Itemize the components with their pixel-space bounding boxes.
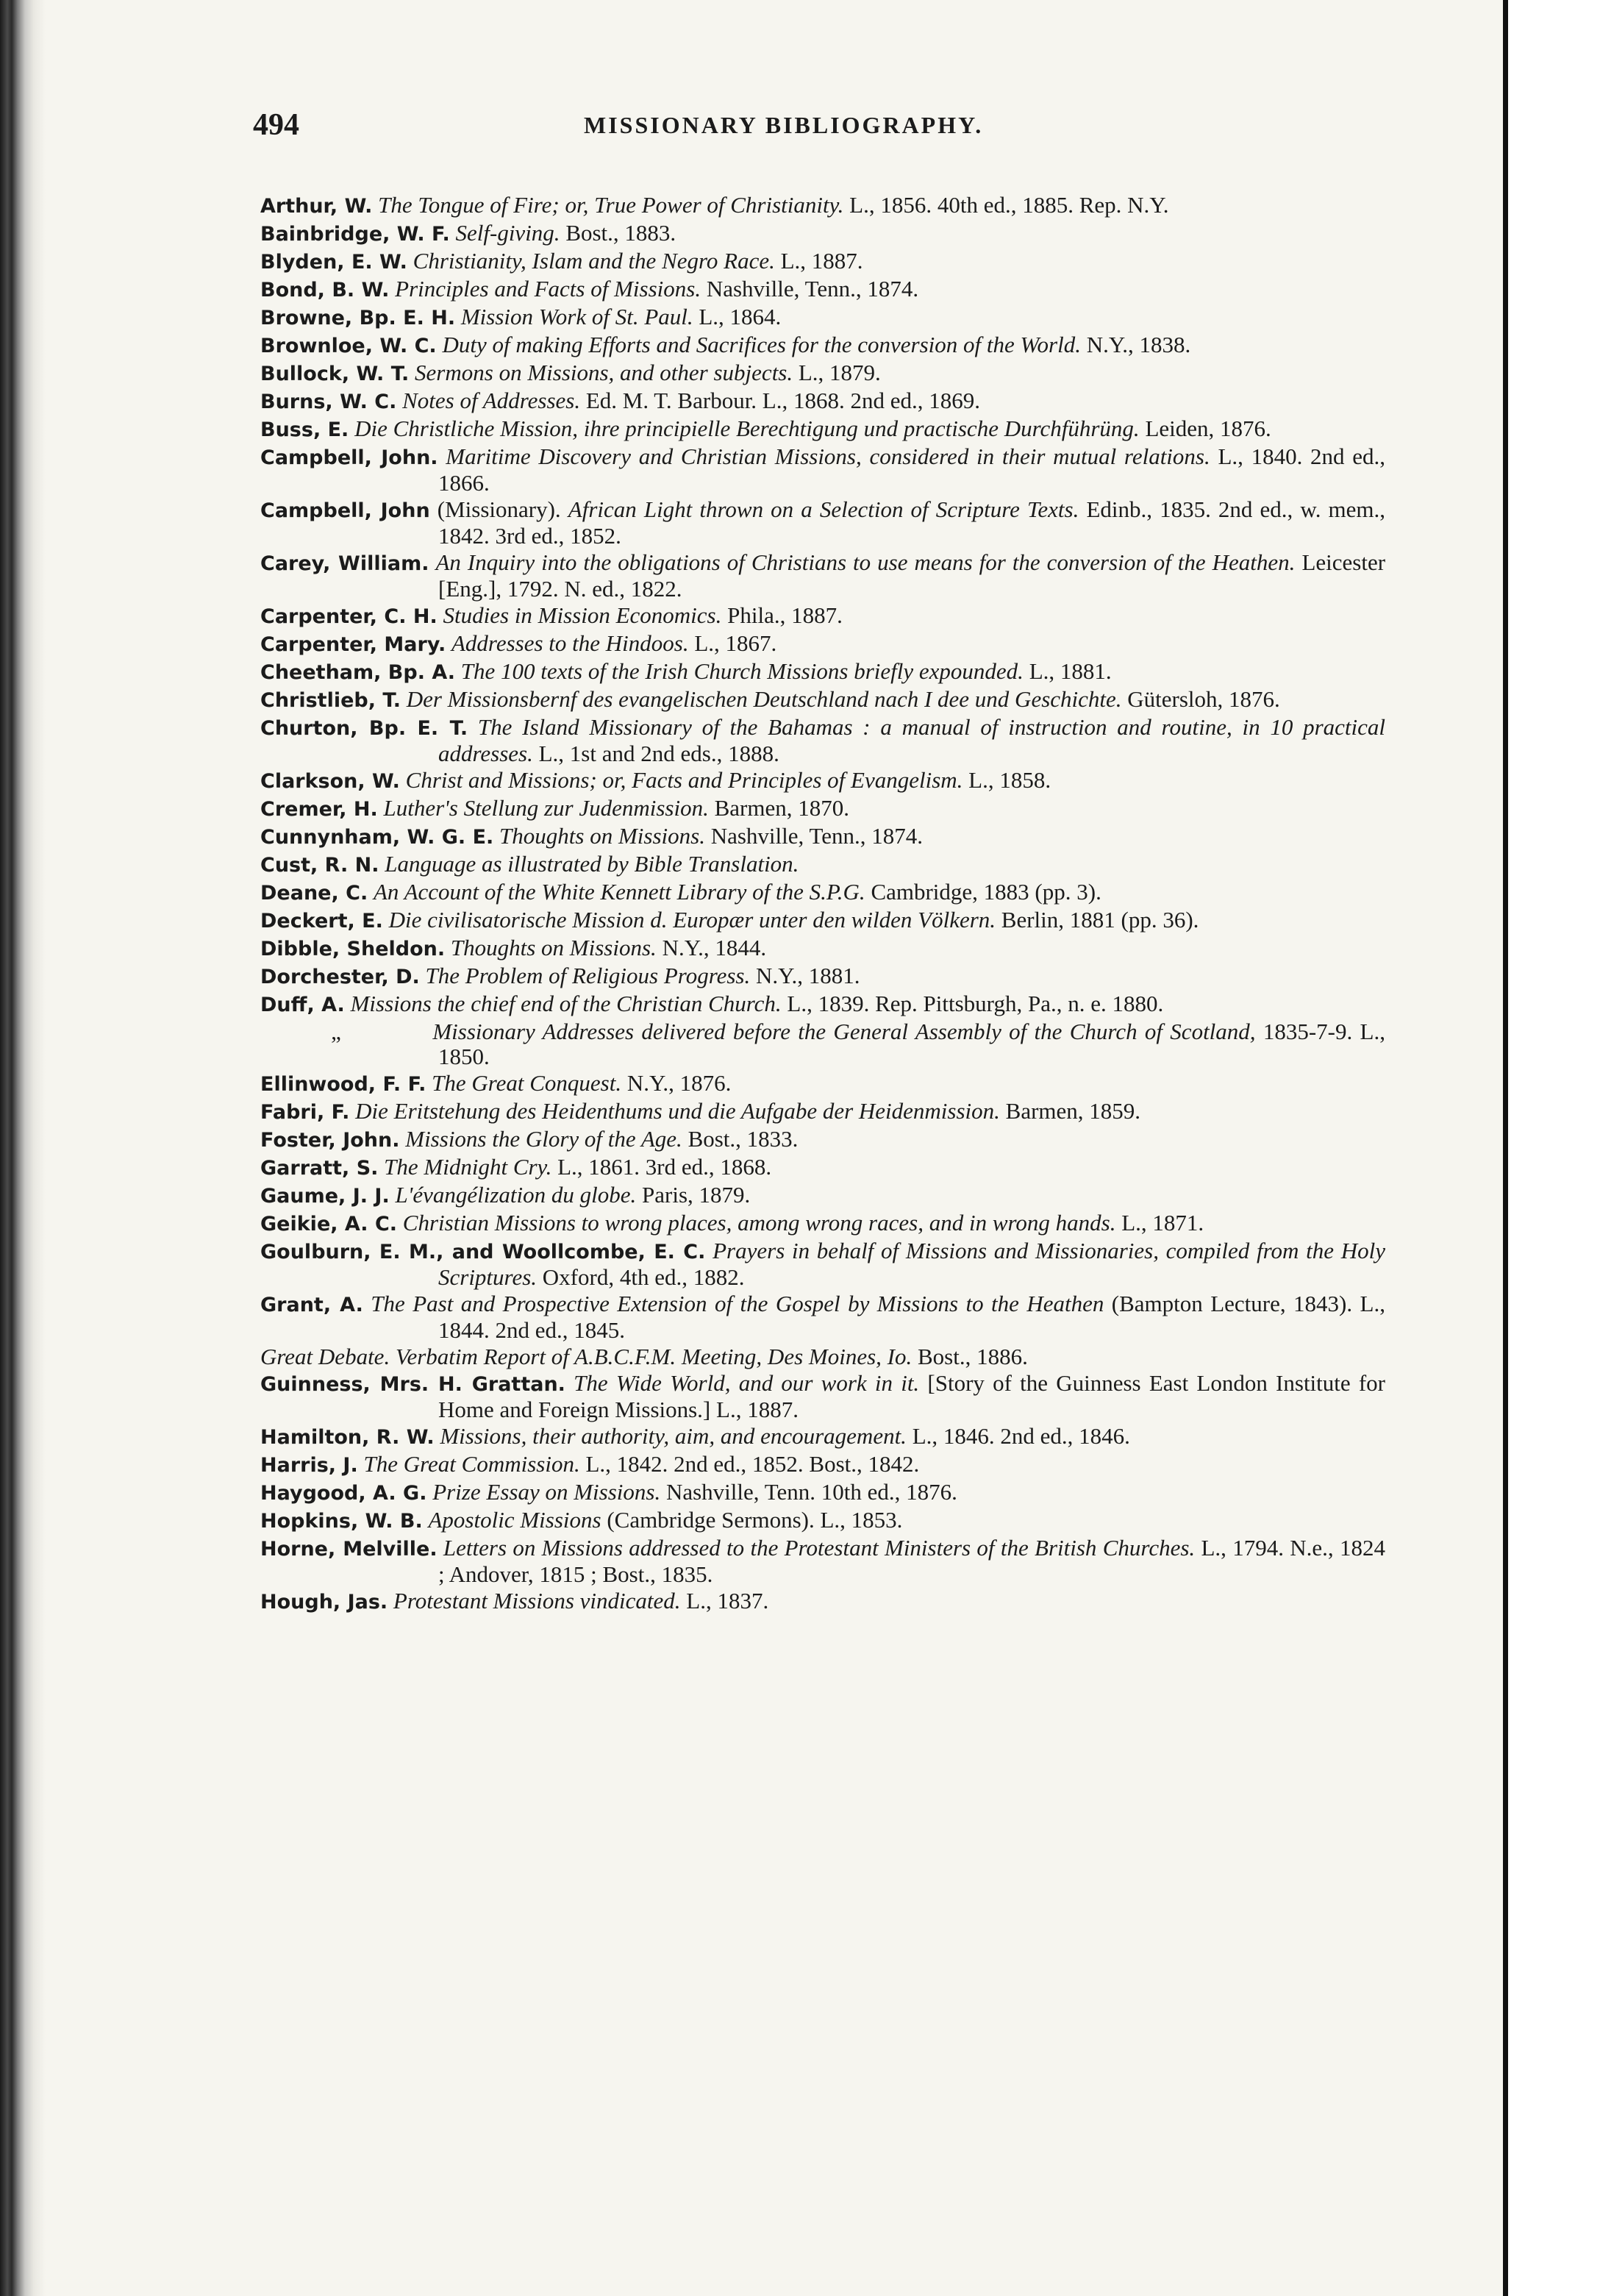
entry-author: Cunnynham, W. G. E.: [260, 826, 494, 849]
bibliography-entry: [260, 1183, 1385, 1209]
bibliography-entry: [260, 221, 1385, 247]
entry-author: Horne, Melville.: [260, 1538, 438, 1561]
entry-author: Cust, R. N.: [260, 854, 379, 877]
entry-details: L., 1871.: [1121, 1210, 1204, 1236]
entry-details: Gütersloh, 1876.: [1127, 686, 1280, 712]
bibliography-entry: [260, 715, 1385, 766]
entry-details: [Story of the Guinness East London Institute for Home and Foreign Missions.] L., 1887.: [438, 1370, 1386, 1422]
running-head: MISSIONARY BIBLIOGRAPHY.: [584, 112, 984, 138]
entry-details: Ed. M. T. Barbour. L., 1868. 2nd ed., 1869.: [585, 388, 981, 413]
entry-author: Duff, A.: [260, 994, 345, 1016]
entry-author: Arthur, W.: [260, 195, 373, 218]
entry-details: L., 1887.: [780, 248, 863, 274]
bibliography-entry: [260, 1211, 1385, 1237]
entry-author: Dibble, Sheldon.: [260, 938, 446, 960]
entry-title: Der Missionsbernf des evangelischen Deutschland nach I dee und Geschichte.: [406, 686, 1122, 712]
page-edge-rule: [1503, 0, 1508, 2296]
entry-details: 1835-7-9. L., 1850.: [438, 1019, 1385, 1069]
entry-title: Die civilisatorische Mission d. Europær unter den wilden Völkern.: [388, 907, 996, 933]
entry-title: Notes of Addresses.: [402, 388, 581, 413]
bibliography-entry: [260, 1238, 1385, 1290]
entry-author: Clarkson, W.: [260, 770, 400, 793]
page-number: 494: [253, 108, 299, 142]
bibliography-entry: [260, 1127, 1385, 1153]
bibliography-entry: [260, 631, 1385, 657]
entry-title: L'évangélization du globe.: [395, 1182, 637, 1208]
entry-title: Principles and Facts of Missions.: [395, 276, 701, 302]
entry-title: The Great Conquest.: [432, 1070, 622, 1096]
entry-author: Foster, John.: [260, 1129, 400, 1152]
entry-details: L., 1840. 2nd ed., 1866.: [438, 443, 1385, 496]
entry-author-note: (Missionary).: [437, 496, 561, 522]
entry-title: Christian Missions to wrong places, among wrong races, and in wrong hands.: [402, 1210, 1116, 1236]
entry-title: The Tongue of Fire; or, True Power of Christianity.: [378, 192, 844, 218]
entry-author: Browne, Bp. E. H.: [260, 307, 456, 329]
entry-title: Prize Essay on Missions.: [432, 1479, 661, 1505]
entry-author: Hamilton, R. W.: [260, 1426, 435, 1449]
entry-details: Nashville, Tenn., 1874.: [706, 276, 919, 302]
bibliography-entry: [260, 304, 1385, 331]
bibliography-entry: [260, 603, 1385, 630]
entry-title: The 100 texts of the Irish Church Missions briefly expounded.: [460, 658, 1024, 684]
entry-author: Carpenter, Mary.: [260, 633, 446, 656]
entry-author: Deane, C.: [260, 882, 368, 905]
entry-title: The Great Commission.: [363, 1451, 580, 1477]
entry-details: Berlin, 1881 (pp. 36).: [1001, 907, 1199, 933]
bibliography-entry: [260, 360, 1385, 387]
entry-author: Harris, J.: [260, 1454, 358, 1477]
bibliography-entry: [260, 388, 1385, 415]
entry-details: L., 1856. 40th ed., 1885. Rep. N.Y.: [849, 192, 1169, 218]
entry-author: Cremer, H.: [260, 798, 378, 821]
entry-title: Maritime Discovery and Christian Missions, considered in their mutual relations.: [446, 443, 1210, 469]
entry-author: Deckert, E.: [260, 910, 383, 933]
entry-author: Brownloe, W. C.: [260, 335, 437, 357]
bibliography-entry: [260, 1589, 1385, 1615]
entry-author: Ellinwood, F. F.: [260, 1073, 426, 1096]
entry-author: Christlieb, T.: [260, 689, 401, 712]
bibliography-entry: [260, 852, 1385, 878]
entry-title: Studies in Mission Economics.: [443, 602, 722, 628]
entry-title: The Island Missionary of the Bahamas : a manual of instruction and routine, in 10 practical addresses.: [438, 714, 1385, 766]
entry-details: L., 1858.: [968, 767, 1051, 793]
entry-details: Leicester [Eng.], 1792. N. ed., 1822.: [438, 549, 1386, 602]
entry-details: Nashville, Tenn. 10th ed., 1876.: [665, 1479, 957, 1505]
entry-details: L., 1794. N.e., 1824 ; Andover, 1815 ; Bost., 1835.: [438, 1535, 1385, 1587]
entry-title: Christianity, Islam and the Negro Race.: [413, 248, 775, 274]
bibliography-entry: [260, 497, 1385, 549]
bibliography-entry: [260, 908, 1385, 934]
entry-details: Barmen, 1859.: [1005, 1098, 1141, 1124]
entry-details: L., 1864.: [699, 304, 782, 329]
bibliography-entry: [260, 963, 1385, 990]
ditto-mark: „: [331, 1019, 341, 1044]
entry-title: Great Debate. Verbatim Report of A.B.C.F.M. Meeting, Des Moines, Io.: [260, 1344, 913, 1369]
entry-author: Bullock, W. T.: [260, 363, 410, 385]
entry-author: Dorchester, D.: [260, 966, 420, 988]
entry-details: L., 1837.: [686, 1588, 769, 1614]
entry-details: (Cambridge Sermons). L., 1853.: [607, 1507, 903, 1533]
bibliography-entry: [260, 1019, 1385, 1069]
entry-author: Geikie, A. C.: [260, 1213, 398, 1236]
bibliography-entry: [260, 659, 1385, 685]
entry-title: The Problem of Religious Progress.: [425, 963, 751, 988]
entry-title: Language as illustrated by Bible Translation.: [385, 851, 799, 877]
entry-author: Blyden, E. W.: [260, 251, 407, 274]
entry-details: L., 1879.: [798, 360, 881, 385]
entry-title: Missions the Glory of the Age.: [405, 1126, 682, 1152]
bibliography-entry: [260, 1155, 1385, 1181]
entry-title: The Midnight Cry.: [384, 1154, 552, 1180]
bibliography-entry: [260, 687, 1385, 713]
entry-author: Guinness, Mrs. H. Grattan.: [260, 1373, 565, 1396]
entry-details: L., 1st and 2nd eds., 1888.: [538, 741, 779, 766]
entry-title: Duty of making Efforts and Sacrifices for the conversion of the World.: [442, 332, 1081, 357]
entry-details: N.Y., 1844.: [662, 935, 767, 960]
entry-author: Bond, B. W.: [260, 279, 390, 302]
entry-title: Prayers in behalf of Missions and Missionaries, compiled from the Holy Scriptures.: [438, 1238, 1385, 1290]
bibliography-entry: [260, 935, 1385, 962]
bibliography-entry: [260, 1371, 1385, 1422]
entry-details: Cambridge, 1883 (pp. 3).: [871, 879, 1101, 905]
entry-details: L., 1881.: [1029, 658, 1112, 684]
entry-details: L., 1839. Rep. Pittsburgh, Pa., n. e. 1880.: [787, 991, 1164, 1016]
entry-details: N.Y., 1881.: [756, 963, 860, 988]
bibliography-entry: [260, 1344, 1385, 1369]
book-binding-edge: [0, 0, 46, 2296]
bibliography-entry: [260, 332, 1385, 359]
entry-author: Burns, W. C.: [260, 391, 397, 413]
entry-title: Letters on Missions addressed to the Protestant Ministers of the British Churches.: [443, 1535, 1196, 1561]
bibliography-entry: [260, 1452, 1385, 1478]
entry-title: Thoughts on Missions.: [499, 823, 705, 849]
entry-details: Oxford, 4th ed., 1882.: [542, 1264, 745, 1290]
entry-details: N.Y., 1876.: [626, 1070, 732, 1096]
entry-title: An Inquiry into the obligations of Christians to use means for the conversion of the Heathen.: [435, 549, 1296, 575]
bibliography-entry: [260, 768, 1385, 794]
entry-details: L., 1846. 2nd ed., 1846.: [912, 1423, 1130, 1449]
entry-author: Gaume, J. J.: [260, 1185, 390, 1208]
entry-author: Grant, A.: [260, 1294, 363, 1316]
bibliography-entry: [260, 1071, 1385, 1097]
page-header: [253, 107, 1385, 151]
bibliography-entry: [260, 444, 1385, 496]
entry-details: L., 1842. 2nd ed., 1852. Bost., 1842.: [585, 1451, 920, 1477]
bibliography-entry: [260, 991, 1385, 1018]
bibliography-entry: [260, 193, 1385, 219]
entry-title: Sermons on Missions, and other subjects.: [415, 360, 793, 385]
bibliography-entry: [260, 796, 1385, 822]
bibliography-entry: [260, 824, 1385, 850]
entry-author: Churton, Bp. E. T.: [260, 717, 468, 740]
entry-author: Campbell, John: [260, 499, 430, 522]
entry-author: Goulburn, E. M., and Woollcombe, E. C.: [260, 1241, 706, 1263]
entry-title: Die Christliche Mission, ihre principielle Berechtigung und practische Durchführüng.: [354, 416, 1140, 441]
bibliography-entry: [260, 880, 1385, 906]
bibliography-entry: [260, 1536, 1385, 1587]
entry-title: Missions the chief end of the Christian Church.: [350, 991, 782, 1016]
entry-author: Carey, William.: [260, 552, 429, 575]
entry-title: Missions, their authority, aim, and encouragement.: [440, 1423, 907, 1449]
bibliography-entry: [260, 416, 1385, 443]
bibliography-list: [260, 193, 1385, 1616]
entry-title: Missionary Addresses delivered before the General Assembly of the Church of Scotland,: [432, 1019, 1256, 1044]
entry-title: An Account of the White Kennett Library of the S.P.G.: [373, 879, 865, 905]
entry-details: Bost., 1886.: [917, 1344, 1028, 1369]
entry-author: Campbell, John.: [260, 446, 438, 469]
entry-title: Thoughts on Missions.: [450, 935, 657, 960]
bibliography-entry: [260, 277, 1385, 303]
bibliography-entry: [260, 1291, 1385, 1343]
bibliography-entry: [260, 1424, 1385, 1450]
entry-title: The Wide World, and our work in it.: [574, 1370, 920, 1396]
entry-author: Buss, E.: [260, 418, 349, 441]
entry-author: Garratt, S.: [260, 1157, 379, 1180]
entry-details: N.Y., 1838.: [1086, 332, 1191, 357]
entry-details: L., 1867.: [694, 630, 777, 656]
entry-details: L., 1861. 3rd ed., 1868.: [557, 1154, 772, 1180]
entry-title: Christ and Missions; or, Facts and Principles of Evangelism.: [405, 767, 963, 793]
bibliography-entry: [260, 1508, 1385, 1534]
entry-details: Edinb., 1835. 2nd ed., w. mem., 1842. 3rd ed., 1852.: [438, 496, 1386, 549]
bibliography-entry: [260, 249, 1385, 275]
entry-author: Hough, Jas.: [260, 1591, 388, 1614]
entry-author: Carpenter, C. H.: [260, 605, 438, 628]
entry-title: Luther's Stellung zur Judenmission.: [383, 795, 709, 821]
entry-title: African Light thrown on a Selection of Scripture Texts.: [568, 496, 1079, 522]
entry-title: Protestant Missions vindicated.: [393, 1588, 681, 1614]
bibliography-entry: [260, 1480, 1385, 1506]
entry-title: The Past and Prospective Extension of the Gospel by Missions to the Heathen: [371, 1291, 1104, 1316]
entry-details: Phila., 1887.: [727, 602, 843, 628]
entry-author: Haygood, A. G.: [260, 1482, 427, 1505]
entry-details: Bost., 1833.: [688, 1126, 799, 1152]
bibliography-entry: [260, 1099, 1385, 1125]
entry-details: Barmen, 1870.: [714, 795, 849, 821]
entry-author: Bainbridge, W. F.: [260, 223, 450, 246]
entry-title: Apostolic Missions: [428, 1507, 601, 1533]
entry-title: Die Eritstehung des Heidenthums und die Aufgabe der Heidenmission.: [355, 1098, 1000, 1124]
entry-author: Fabri, F.: [260, 1101, 350, 1124]
entry-details: (Bampton Lecture, 1843). L., 1844. 2nd ed., 1845.: [438, 1291, 1385, 1343]
entry-details: Nashville, Tenn., 1874.: [710, 823, 923, 849]
entry-details: Bost., 1883.: [565, 220, 676, 246]
entry-details: Leiden, 1876.: [1145, 416, 1271, 441]
bibliography-entry: [260, 550, 1385, 602]
page-margin-right: [1503, 0, 1600, 2296]
entry-title: Mission Work of St. Paul.: [460, 304, 693, 329]
entry-author: Hopkins, W. B.: [260, 1510, 423, 1533]
entry-author: Cheetham, Bp. A.: [260, 661, 456, 684]
entry-title: Addresses to the Hindoos.: [451, 630, 689, 656]
entry-details: Paris, 1879.: [642, 1182, 751, 1208]
entry-title: Self-giving.: [455, 220, 560, 246]
